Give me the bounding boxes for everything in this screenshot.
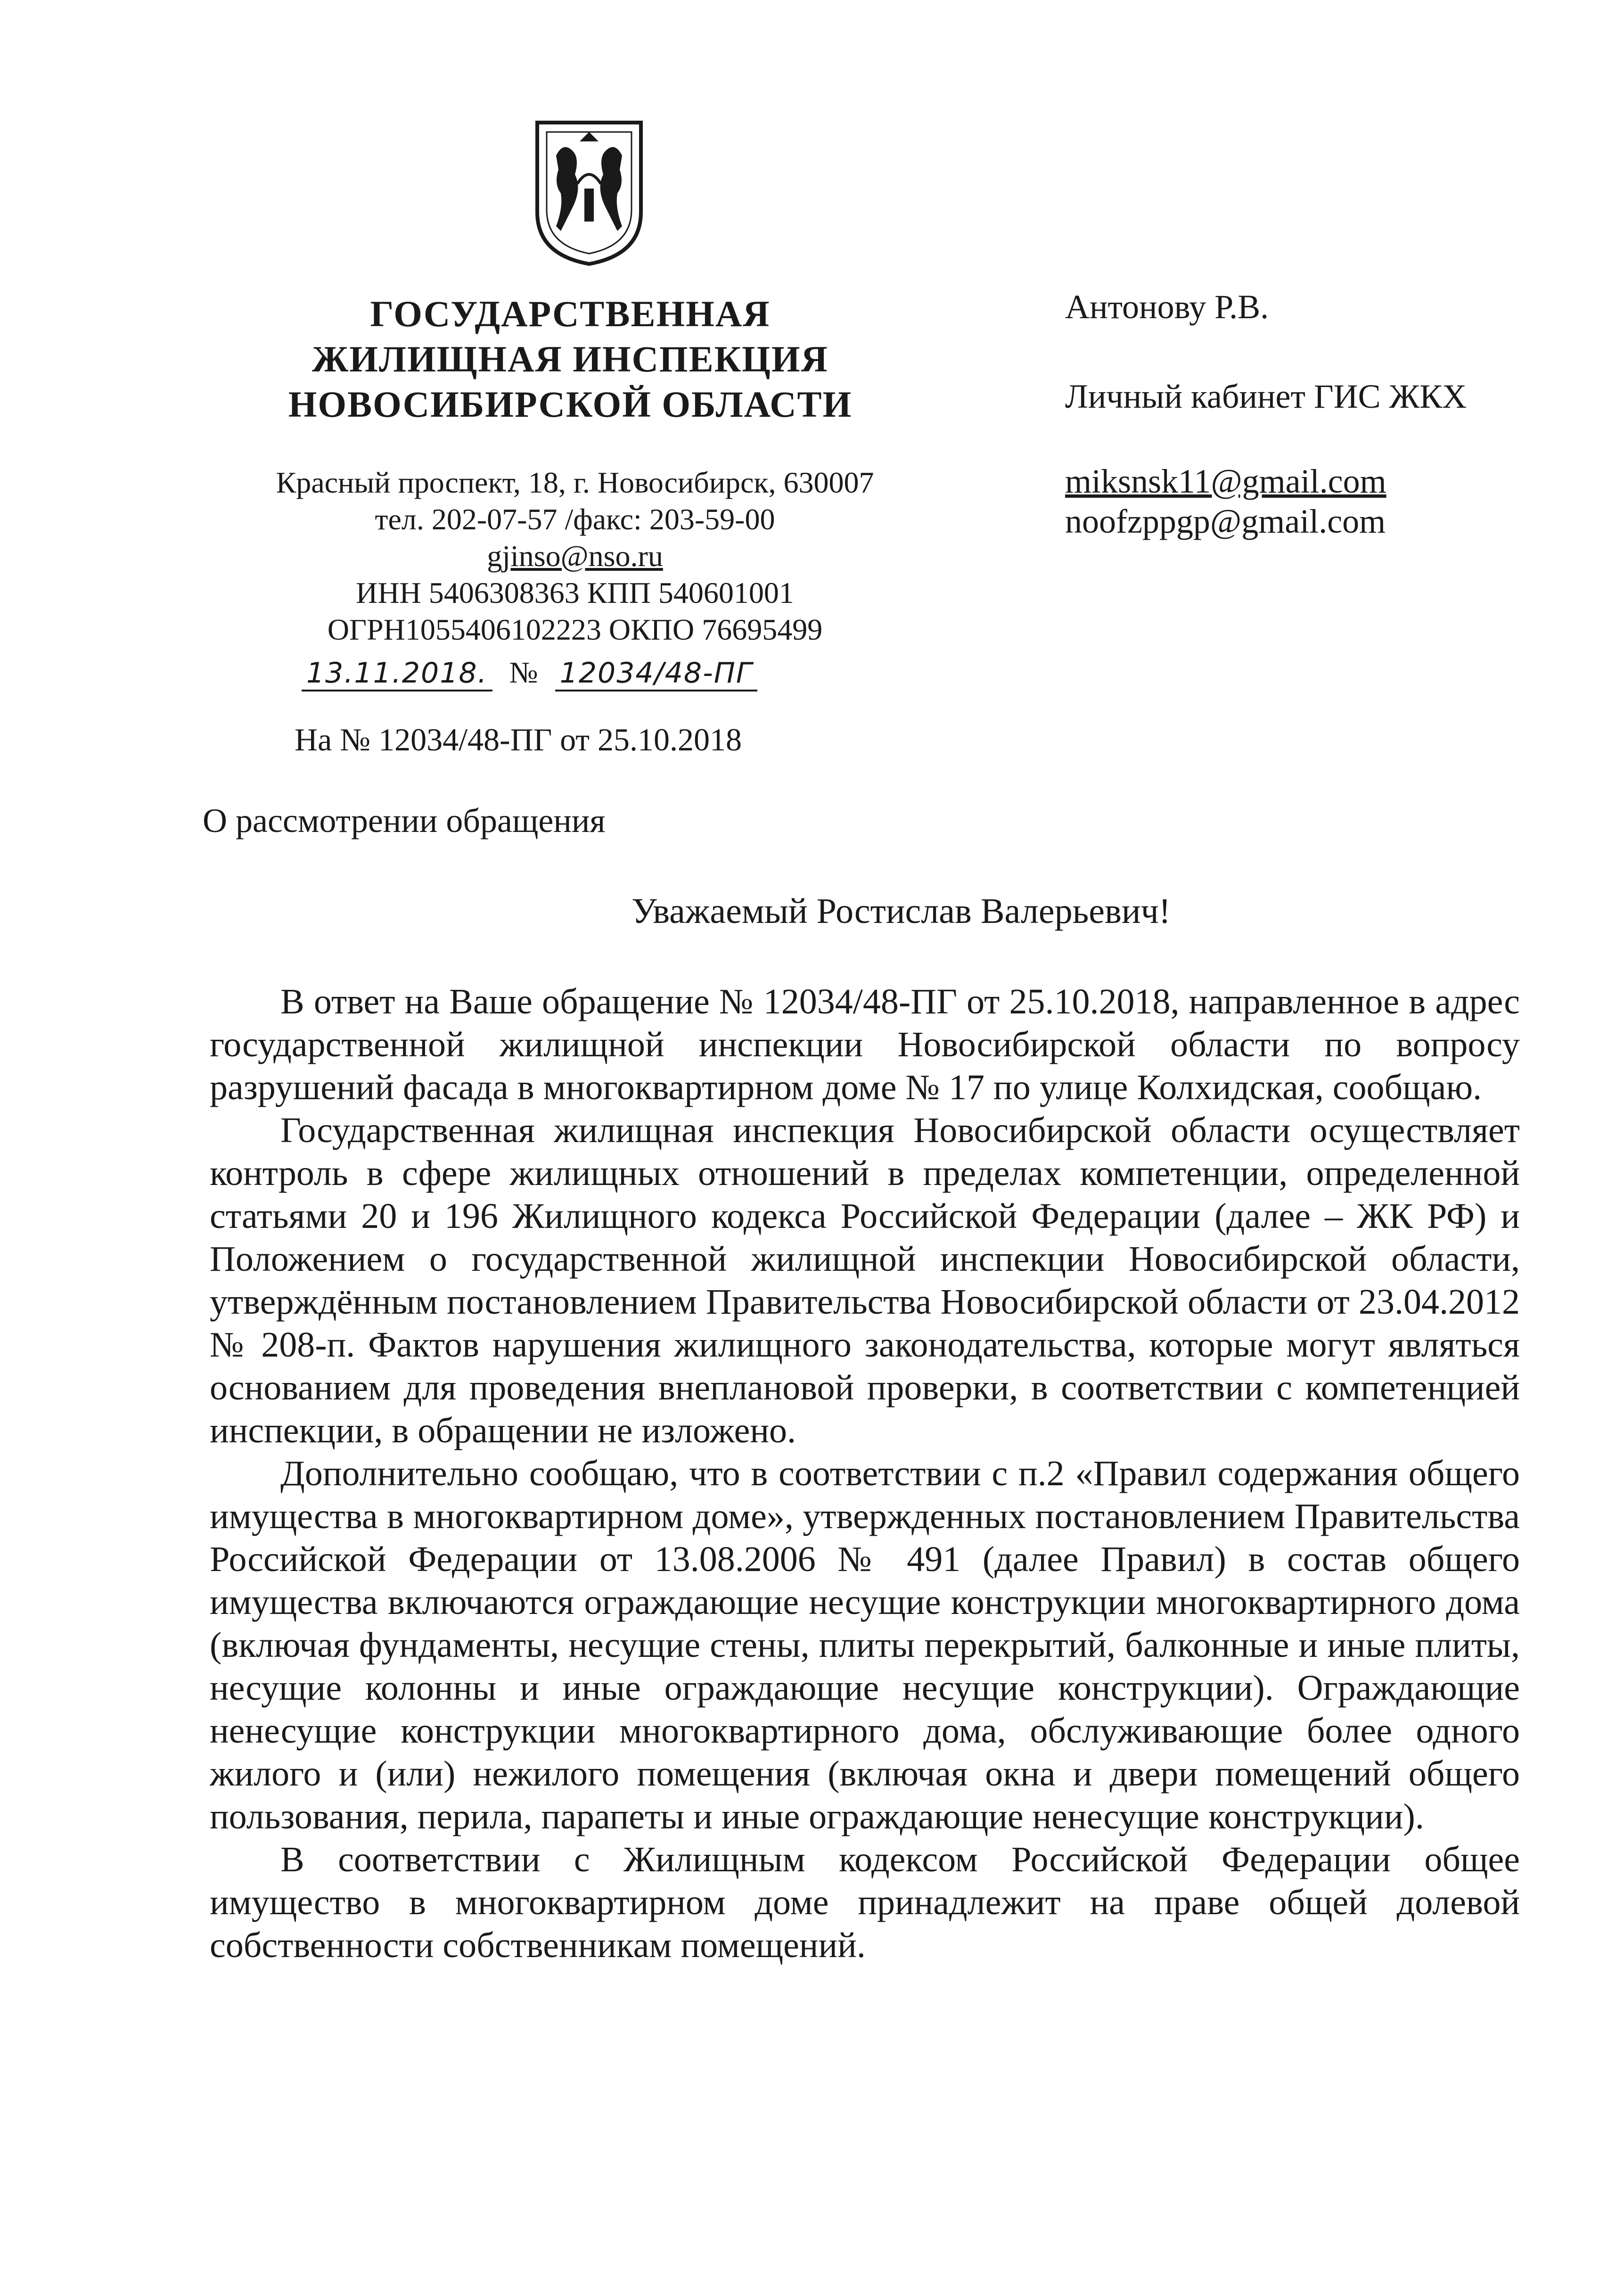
recipient-email-2: noofzppgp@gmail.com — [1065, 502, 1386, 540]
letter-subject: О рассмотрении обращения — [203, 802, 606, 839]
org-title-line-2: ЖИЛИЩНАЯ ИНСПЕКЦИЯ — [312, 338, 828, 379]
organization-title — [264, 291, 877, 427]
coat-of-arms-emblem — [528, 113, 650, 269]
org-address: Красный проспект, 18, г. Новосибирск, 630007 — [276, 466, 874, 499]
body-paragraph-4: В соответствии с Жилищным кодексом Российской Федерации общее имущество в многоквартирном доме принадлежит на праве общей долевой собственности собственникам помещений. — [210, 1840, 1520, 1965]
registration-number-handwritten: 12034/48-ПГ — [555, 657, 758, 691]
letter-greeting: Уважаемый Ростислав Валерьевич! — [632, 891, 1171, 931]
reply-reference: На № 12034/48-ПГ от 25.10.2018 — [295, 722, 742, 757]
registration-number-sign: № — [509, 656, 538, 689]
org-ogrn-okpo: ОГРН1055406102223 ОКПО 76695499 — [327, 613, 823, 646]
letter-body — [210, 980, 1520, 1967]
registration-line — [302, 655, 961, 690]
body-paragraph-1: В ответ на Ваше обращение № 12034/48-ПГ от 25.10.2018, направленное в адрес государственной жилищной инспекции Новосибирской области по вопросу разрушений фасада в многоквартирном доме № 17 по улице Колхидская, сообщаю. — [210, 982, 1520, 1107]
organization-contacts — [245, 464, 905, 648]
org-inn-kpp: ИНН 5406308363 КПП 540601001 — [356, 576, 794, 609]
body-paragraph-2: Государственная жилищная инспекция Новосибирской области осуществляет контроль в сфере жилищных отношений в пределах компетенции, определенной статьями 20 и 196 Жилищного кодекса Российской Федерации (далее – ЖК РФ) и Положением о государственной жилищной инспекции Новосибирской области, утверждённым постановлением Правительства Новосибирской области от 23.04.2012 № 208-п. Фактов нарушения жилищного законодательства, которые могут являться основанием для проведения внеплановой проверки, в соответствии с компетенцией инспекции, в обращении не изложено. — [210, 1111, 1520, 1450]
org-email-link[interactable]: gjinso@nso.ru — [487, 539, 663, 573]
recipient-name: Антонову Р.В. — [1065, 288, 1269, 326]
recipient-channel: Личный кабинет ГИС ЖКХ — [1065, 378, 1467, 415]
body-paragraph-3: Дополнительно сообщаю, что в соответствии с п.2 «Правил содержания общего имущества в многоквартирном доме», утвержденных постановлением Правительства Российской Федерации от 13.08.2006 № 491 (далее Правил) в состав общего имущества включаются ограждающие несущие конструкции многоквартирного дома (включая фундаменты, несущие стены, плиты перекрытий, балконные и иные плиты, несущие колонны и иные ограждающие несущие конструкции). Ограждающие ненесущие конструкции многоквартирного дома, обслуживающие более одного жилого и (или) нежилого помещения (включая окна и двери помещений общего пользования, перила, парапеты и иные ограждающие ненесущие конструкции). — [210, 1454, 1520, 1836]
org-phone: тел. 202-07-57 /факс: 203-59-00 — [375, 502, 775, 536]
org-title-line-3: НОВОСИБИРСКОЙ ОБЛАСТИ — [288, 384, 853, 425]
org-title-line-1: ГОСУДАРСТВЕННАЯ — [370, 293, 771, 334]
recipient-email-1[interactable]: miksnsk11@gmail.com — [1065, 462, 1386, 500]
registration-date-handwritten: 13.11.2018. — [302, 657, 492, 691]
